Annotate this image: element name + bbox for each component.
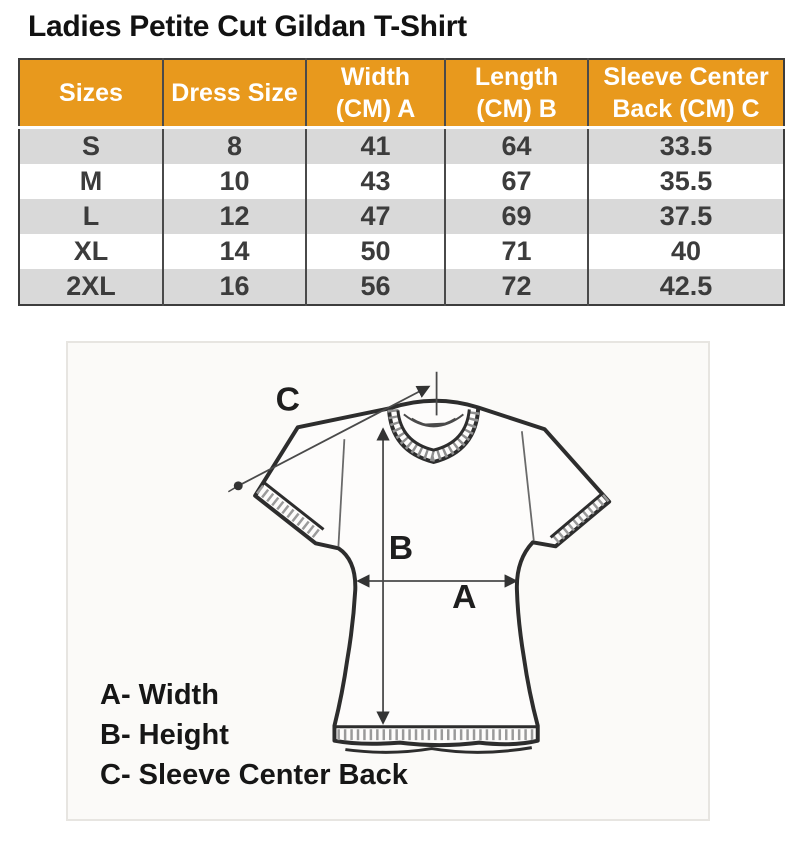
cell-width: 41 <box>306 128 445 165</box>
label-c: C <box>275 380 301 419</box>
table-row <box>19 128 784 165</box>
cell-dress-size: 14 <box>163 234 306 269</box>
column-header-dress-size: Dress Size <box>163 59 306 128</box>
legend-item-sleeve-center-back: C- Sleeve Center Back <box>100 759 408 791</box>
table-row <box>19 199 784 234</box>
cell-sleeve-center-back: 33.5 <box>588 128 784 165</box>
size-table-header <box>19 59 784 128</box>
cell-dress-size: 12 <box>163 199 306 234</box>
cell-sleeve-center-back: 40 <box>588 234 784 269</box>
cell-length: 72 <box>445 269 588 305</box>
cell-size: S <box>81 131 100 161</box>
cell-length: 71 <box>445 234 588 269</box>
cell-width: 47 <box>306 199 445 234</box>
legend-item-width: A- Width <box>100 679 219 711</box>
cell-size: M <box>79 166 103 196</box>
table-row <box>19 164 784 199</box>
cell-length: 67 <box>445 164 588 199</box>
page-title: Ladies Petite Cut Gildan T-Shirt <box>28 10 467 43</box>
size-diagram <box>66 341 710 821</box>
collar-seam-3 <box>424 423 445 424</box>
column-header-sizes: Sizes <box>19 59 163 128</box>
cell-size: L <box>82 201 100 231</box>
column-header-length: Length (CM) B <box>445 59 588 128</box>
diagram-legend <box>100 675 408 795</box>
header-row <box>19 59 784 128</box>
table-row <box>19 269 784 305</box>
cell-dress-size: 10 <box>163 164 306 199</box>
cell-sleeve-center-back: 35.5 <box>588 164 784 199</box>
size-table-body <box>19 128 784 306</box>
column-header-sleeve-center-back: Sleeve Center Back (CM) C <box>588 59 784 128</box>
measure-dot-c <box>234 481 243 490</box>
cell-size: 2XL <box>66 271 116 301</box>
cell-size: XL <box>73 236 109 266</box>
cell-width: 50 <box>306 234 445 269</box>
label-b: B <box>388 529 414 568</box>
cell-length: 64 <box>445 128 588 165</box>
label-a: A <box>452 577 477 616</box>
cell-width: 43 <box>306 164 445 199</box>
cell-dress-size: 8 <box>163 128 306 165</box>
legend-item-height: B- Height <box>100 719 229 751</box>
cell-dress-size: 16 <box>163 269 306 305</box>
cell-length: 69 <box>445 199 588 234</box>
cell-sleeve-center-back: 42.5 <box>588 269 784 305</box>
table-row <box>19 234 784 269</box>
cell-width: 56 <box>306 269 445 305</box>
size-table <box>18 58 785 306</box>
column-header-width: Width (CM) A <box>306 59 445 128</box>
cell-sleeve-center-back: 37.5 <box>588 199 784 234</box>
